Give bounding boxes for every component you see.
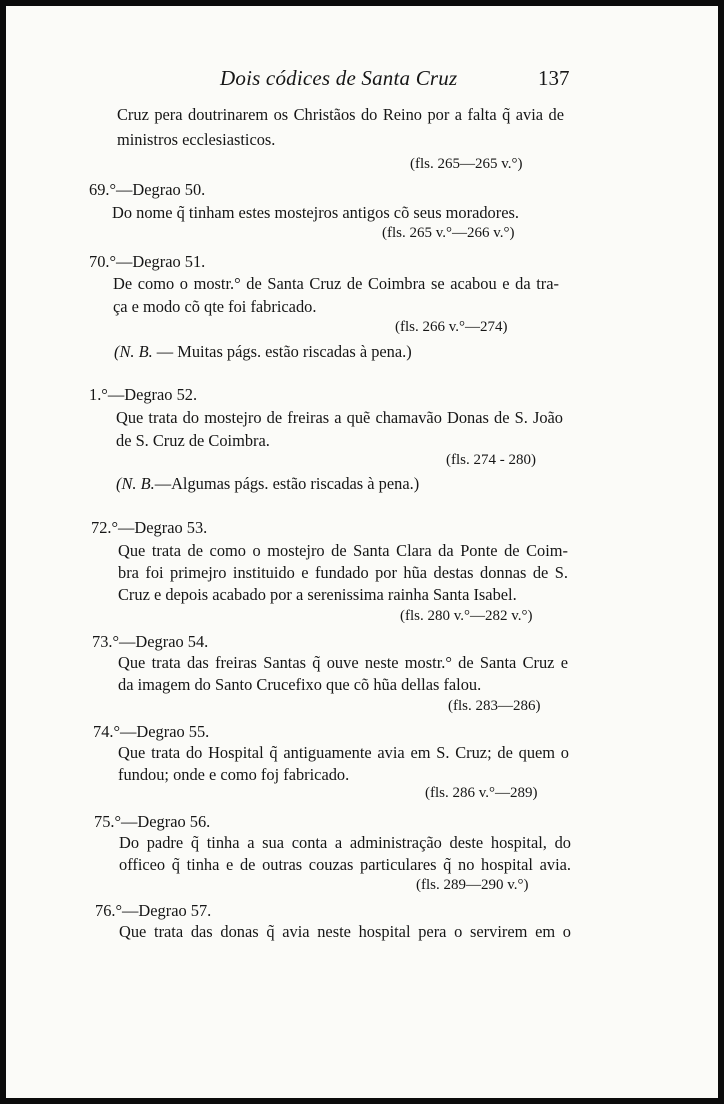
entry-70-line-2: ça e modo cõ qte foi fabricado. xyxy=(113,297,317,316)
entry-72-ref: (fls. 280 v.°—282 v.°) xyxy=(400,608,533,624)
entry-69-heading: 69.°—Degrao 50. xyxy=(89,180,206,199)
entry-72-line-2: bra foi primejro instituido e fundado por hũa destas donnas de S. xyxy=(118,563,568,582)
running-title: Dois códices de Santa Cruz xyxy=(220,66,458,90)
entry-71-note-text: —Algumas págs. estão riscadas à pena.) xyxy=(154,474,420,493)
entry-71-ref: (fls. 274 - 280) xyxy=(446,452,536,468)
document-page xyxy=(6,6,718,1098)
entry-73-line-2: da imagem do Santo Crucefixo que cõ hũa dellas falou. xyxy=(118,675,482,694)
entry-75-heading: 75.°—Degrao 56. xyxy=(94,812,211,831)
entry-71-heading: 1.°—Degrao 52. xyxy=(89,385,198,404)
entry-76-heading: 76.°—Degrao 57. xyxy=(95,901,212,920)
entry-70-line-1: De como o mostr.° de Santa Cruz de Coimbra se acabou e da tra- xyxy=(113,274,559,293)
entry-71-note xyxy=(116,474,419,494)
entry-74-line-2: fundou; onde e como foj fabricado. xyxy=(118,765,350,784)
entry-72-line-3: Cruz e depois acabado por a serenissima rainha Santa Isabel. xyxy=(118,585,517,604)
intro-ref: (fls. 265—265 v.°) xyxy=(410,156,523,172)
intro-line-1: Cruz pera doutrinarem os Christãos do Reino por a falta q̃ avia de xyxy=(117,105,564,124)
intro-line-2: ministros ecclesiasticos. xyxy=(117,130,276,149)
entry-73-ref: (fls. 283—286) xyxy=(448,698,541,714)
entry-73-heading: 73.°—Degrao 54. xyxy=(92,632,209,651)
entry-70-heading: 70.°—Degrao 51. xyxy=(89,252,206,271)
entry-75-line-2: officeo q̃ tinha e de outras couzas particulares q̃ no hospital avia. xyxy=(119,855,571,874)
entry-74-ref: (fls. 286 v.°—289) xyxy=(425,785,538,801)
entry-72-heading: 72.°—Degrao 53. xyxy=(91,518,208,537)
entry-72-line-1: Que trata de como o mostejro de Santa Clara da Ponte de Coim- xyxy=(118,541,568,560)
entry-70-ref: (fls. 266 v.°—274) xyxy=(395,319,508,335)
entry-70-note-abbr: (N. B. xyxy=(114,342,153,361)
entry-71-note-abbr: (N. B. xyxy=(116,474,155,493)
entry-70-note xyxy=(114,342,412,362)
entry-73-line-1: Que trata das freiras Santas q̃ ouve neste mostr.° de Santa Cruz e xyxy=(118,653,568,672)
entry-75-ref: (fls. 289—290 v.°) xyxy=(416,877,529,893)
entry-70-note-text: — Muitas págs. estão riscadas à pena.) xyxy=(152,342,412,361)
entry-71-line-2: de S. Cruz de Coimbra. xyxy=(116,431,270,450)
entry-74-heading: 74.°—Degrao 55. xyxy=(93,722,210,741)
entry-75-line-1: Do padre q̃ tinha a sua conta a administração deste hospital, do xyxy=(119,833,571,852)
entry-76-line-1: Que trata das donas q̃ avia neste hospital pera o servirem em o xyxy=(119,922,571,941)
entry-69-line-1: Do nome q̃ tinham estes mostejros antigos cõ seus moradores. xyxy=(112,203,519,222)
entry-71-line-1: Que trata do mostejro de freiras a quẽ chamavão Donas de S. João xyxy=(116,408,563,427)
entry-69-ref: (fls. 265 v.°—266 v.°) xyxy=(382,225,515,241)
entry-74-line-1: Que trata do Hospital q̃ antiguamente avia em S. Cruz; de quem o xyxy=(118,743,569,762)
page-number: 137 xyxy=(538,66,570,90)
